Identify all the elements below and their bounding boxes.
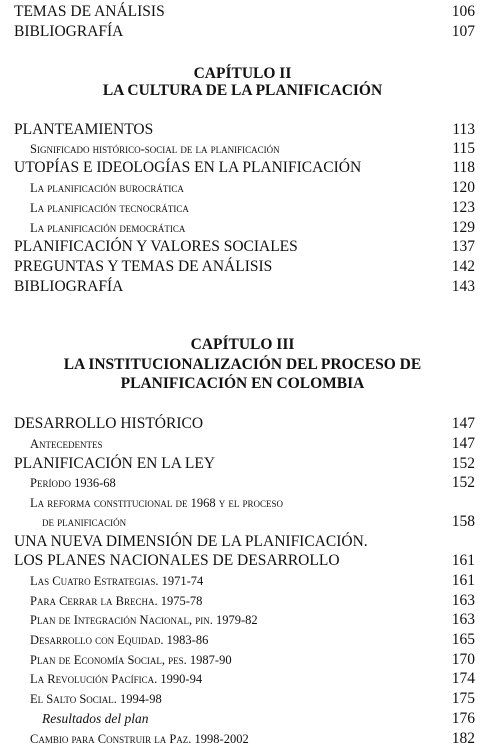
entry-page: 142 — [451, 258, 475, 275]
entry-title: Resultados del plan — [42, 711, 149, 726]
entry-title: Las Cuatro Estrategias. 1971-74 — [30, 574, 204, 588]
toc-entry — [0, 473, 485, 493]
entry-title: PLANTEAMIENTOS — [14, 121, 154, 138]
toc-entry — [0, 532, 485, 552]
entry-page: 129 — [451, 219, 475, 236]
entry-page: 118 — [452, 159, 475, 176]
entry-title: de planificación — [42, 515, 127, 529]
toc-entry — [0, 454, 485, 474]
toc-entry — [0, 120, 485, 140]
entry-title: La Revolución Pacífica. 1990-94 — [30, 672, 203, 686]
toc-entry — [0, 414, 485, 434]
toc-entry — [0, 218, 485, 238]
toc-entry — [0, 650, 485, 670]
entry-page: 152 — [451, 455, 475, 472]
entry-title: UNA NUEVA DIMENSIÓN DE LA PLANIFICACIÓN. — [14, 533, 368, 550]
toc-entry — [0, 729, 485, 749]
entry-title: PLANIFICACIÓN EN LA LEY — [14, 455, 216, 472]
entry-page: 123 — [451, 199, 475, 216]
entry-page: 176 — [451, 710, 475, 727]
toc-entry — [0, 571, 485, 591]
entry-title: El Salto Social. 1994-98 — [30, 692, 162, 706]
entry-title: UTOPÍAS E IDEOLOGÍAS EN LA PLANIFICACIÓN — [14, 159, 362, 176]
toc-entry — [0, 630, 485, 650]
entry-page: 174 — [451, 670, 475, 687]
entry-page: 161 — [451, 572, 475, 589]
entry-title: Plan de Economía Social, pes. 1987-90 — [30, 653, 232, 667]
toc-entry — [0, 178, 485, 198]
toc-entry — [0, 669, 485, 689]
toc-entry — [0, 2, 485, 22]
toc-entry — [0, 434, 485, 454]
entry-title: Desarrollo con Equidad. 1983-86 — [30, 633, 209, 647]
entry-title: Para Cerrar la Brecha. 1975-78 — [30, 594, 203, 608]
toc-entry — [0, 198, 485, 218]
toc-entry — [0, 512, 485, 532]
entry-title: LOS PLANES NACIONALES DE DESARROLLO — [14, 552, 340, 569]
entry-title: BIBLIOGRAFÍA — [14, 278, 124, 295]
toc-entry — [0, 22, 485, 42]
entry-page: 170 — [451, 651, 475, 668]
entry-page: 158 — [451, 513, 475, 530]
entry-title: PREGUNTAS Y TEMAS DE ANÁLISIS — [14, 258, 273, 275]
entry-title: Antecedentes — [30, 437, 103, 451]
entry-page: 163 — [451, 592, 475, 609]
entry-page: 115 — [452, 140, 475, 157]
toc-entry — [0, 139, 485, 159]
entry-title: La planificación democrática — [30, 221, 186, 235]
entry-title: BIBLIOGRAFÍA — [14, 23, 124, 40]
chapter-2-title: LA CULTURA DE LA PLANIFICACIÓN — [102, 82, 383, 99]
entry-title: TEMAS DE ANÁLISIS — [14, 3, 165, 20]
toc-entry — [0, 591, 485, 611]
entry-title: La planificación burocrática — [30, 181, 184, 195]
entry-page: 137 — [451, 238, 475, 255]
entry-page: 107 — [451, 23, 475, 40]
toc-entry — [0, 237, 485, 257]
entry-title: PLANIFICACIÓN Y VALORES SOCIALES — [14, 238, 298, 255]
entry-page: 143 — [451, 278, 475, 295]
toc-entry — [0, 158, 485, 178]
entry-title: Cambio para Construir la Paz. 1998-2002 — [30, 732, 249, 746]
entry-page: 182 — [451, 730, 475, 747]
entry-page: 175 — [451, 690, 475, 707]
entry-title: DESARROLLO HISTÓRICO — [14, 415, 204, 432]
toc-entry — [0, 277, 485, 297]
chapter-3-title-line-1: LA INSTITUCIONALIZACIÓN DEL PROCESO DE — [63, 356, 422, 373]
toc-entry — [0, 610, 485, 630]
entry-title: La reforma constitucional de 1968 y el proceso — [30, 496, 284, 510]
entry-title: Significado histórico-social de la planificación — [30, 142, 280, 156]
entry-page: 152 — [451, 474, 475, 491]
toc-entry — [0, 551, 485, 571]
entry-page: 120 — [451, 179, 475, 196]
entry-page: 106 — [451, 3, 475, 20]
toc-entry — [0, 709, 485, 729]
entry-title: Período 1936-68 — [30, 476, 116, 490]
toc-entry — [0, 257, 485, 277]
chapter-3-number: CAPÍTULO III — [190, 336, 295, 353]
entry-page: 161 — [451, 552, 475, 569]
toc-entry — [0, 689, 485, 709]
chapter-3-title-line-2: PLANIFICACIÓN EN COLOMBIA — [120, 375, 365, 392]
entry-page: 163 — [451, 611, 475, 628]
entry-title: Plan de Integración Nacional, pin. 1979-82 — [30, 613, 258, 627]
entry-page: 165 — [451, 631, 475, 648]
entry-page: 147 — [451, 435, 475, 452]
toc-entry — [0, 493, 485, 513]
entry-page: 113 — [452, 121, 475, 138]
chapter-2-number: CAPÍTULO II — [193, 65, 292, 82]
entry-title: La planificación tecnocrática — [30, 201, 189, 215]
entry-page: 147 — [451, 415, 475, 432]
